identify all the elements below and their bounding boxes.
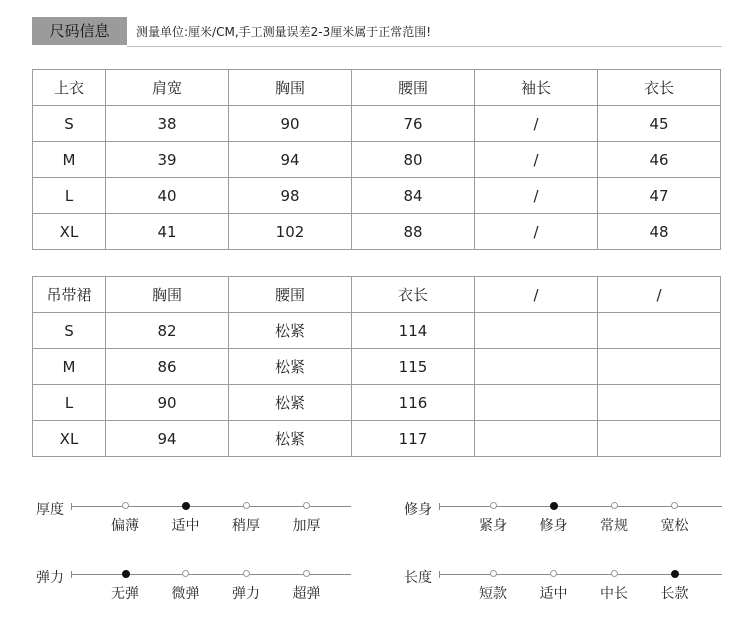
table-row [33, 178, 721, 214]
table-header-cell: 吊带裙 [33, 277, 106, 313]
table-header-cell: 衣长 [598, 70, 721, 106]
table-header-row [33, 70, 721, 106]
table-cell [598, 349, 721, 385]
table-cell: / [475, 214, 598, 250]
table-cell: 84 [352, 178, 475, 214]
table-cell: 86 [106, 349, 229, 385]
scale-dot [490, 570, 497, 577]
table-cell: 松紧 [229, 421, 352, 457]
table-header-row [33, 277, 721, 313]
table-row [33, 142, 721, 178]
size-info-header [32, 17, 722, 47]
table-cell: 116 [352, 385, 475, 421]
scale-option-label: 中长 [600, 586, 628, 602]
table-cell: 松紧 [229, 349, 352, 385]
size-info-title: 尺码信息 [32, 17, 127, 45]
scale-dot [490, 502, 497, 509]
scale-option-label: 适中 [171, 518, 200, 534]
scale-dot [611, 502, 618, 509]
size-label-cell: XL [33, 214, 106, 250]
scale-dot [243, 570, 250, 577]
table-cell: 40 [106, 178, 229, 214]
scale-option-label: 偏薄 [111, 518, 139, 534]
table-header-cell: 袖长 [475, 70, 598, 106]
scale-dot [303, 502, 310, 509]
scale-option-label: 弹力 [232, 586, 260, 602]
table-row [33, 385, 721, 421]
size-label-cell: L [33, 385, 106, 421]
table-cell [475, 385, 598, 421]
table-cell: 46 [598, 142, 721, 178]
table-row [33, 349, 721, 385]
scale-dot-selected [182, 502, 190, 510]
table-cell [598, 421, 721, 457]
top-size-table [32, 69, 721, 250]
elasticity-scale [36, 567, 351, 607]
table-cell [598, 313, 721, 349]
scale-option-label: 修身 [539, 518, 568, 534]
table-cell: / [475, 178, 598, 214]
table-cell: 39 [106, 142, 229, 178]
header-divider [127, 46, 722, 47]
table-cell: 82 [106, 313, 229, 349]
scale-option-label: 适中 [539, 586, 568, 602]
table-cell: 47 [598, 178, 721, 214]
scale-label: 修身 [404, 502, 432, 518]
size-label-cell: XL [33, 421, 106, 457]
table-row [33, 421, 721, 457]
scale-track [439, 574, 722, 575]
scale-option-label: 微弹 [171, 586, 200, 602]
scale-dot [243, 502, 250, 509]
table-row [33, 313, 721, 349]
table-cell: 94 [106, 421, 229, 457]
size-label-cell: M [33, 142, 106, 178]
scale-option-label: 加厚 [292, 518, 321, 534]
table-header-cell: 腰围 [352, 70, 475, 106]
scale-option-label: 超弹 [292, 586, 321, 602]
scale-label: 长度 [404, 570, 432, 586]
scale-dot-selected [550, 502, 558, 510]
scale-dot-selected [122, 570, 130, 578]
table-cell: 102 [229, 214, 352, 250]
table-cell [475, 349, 598, 385]
fit-scale [404, 499, 722, 539]
scale-label: 厚度 [36, 502, 64, 518]
table-cell: / [475, 142, 598, 178]
table-cell: 48 [598, 214, 721, 250]
scale-dot [303, 570, 310, 577]
scale-option-label: 无弹 [111, 586, 139, 602]
scale-option-label: 短款 [479, 586, 507, 602]
scale-option-label: 紧身 [479, 518, 507, 534]
table-cell: 80 [352, 142, 475, 178]
scale-dot [122, 502, 129, 509]
table-header-cell: / [598, 277, 721, 313]
size-label-cell: M [33, 349, 106, 385]
table-cell: 90 [106, 385, 229, 421]
size-label-cell: L [33, 178, 106, 214]
table-cell: 94 [229, 142, 352, 178]
table-row [33, 214, 721, 250]
table-cell: 76 [352, 106, 475, 142]
table-cell: 115 [352, 349, 475, 385]
table-row [33, 106, 721, 142]
thickness-scale [36, 499, 351, 539]
table-cell: 松紧 [229, 313, 352, 349]
scale-dot [550, 570, 557, 577]
table-cell: 38 [106, 106, 229, 142]
table-header-cell: / [475, 277, 598, 313]
table-header-cell: 上衣 [33, 70, 106, 106]
table-cell: 117 [352, 421, 475, 457]
scale-dot-selected [671, 570, 679, 578]
scale-option-label: 长款 [660, 586, 689, 602]
scale-option-label: 宽松 [660, 518, 689, 534]
table-header-cell: 胸围 [229, 70, 352, 106]
scale-dot [611, 570, 618, 577]
table-cell: 90 [229, 106, 352, 142]
table-header-cell: 肩宽 [106, 70, 229, 106]
length-scale [404, 567, 722, 607]
scale-label: 弹力 [36, 570, 64, 586]
table-cell [475, 421, 598, 457]
table-cell: 45 [598, 106, 721, 142]
table-cell [475, 313, 598, 349]
table-cell: 松紧 [229, 385, 352, 421]
table-cell: 98 [229, 178, 352, 214]
measurement-note: 测量单位:厘米/CM,手工测量误差2-3厘米属于正常范围! [136, 25, 432, 39]
scale-option-label: 稍厚 [232, 518, 260, 534]
table-header-cell: 衣长 [352, 277, 475, 313]
scale-track [439, 506, 722, 507]
scale-dot [182, 570, 189, 577]
size-label-cell: S [33, 313, 106, 349]
table-header-cell: 胸围 [106, 277, 229, 313]
table-cell: 88 [352, 214, 475, 250]
table-cell [598, 385, 721, 421]
scale-dot [671, 502, 678, 509]
table-cell: / [475, 106, 598, 142]
size-label-cell: S [33, 106, 106, 142]
table-cell: 114 [352, 313, 475, 349]
table-header-cell: 腰围 [229, 277, 352, 313]
scale-option-label: 常规 [600, 518, 628, 534]
table-cell: 41 [106, 214, 229, 250]
dress-size-table [32, 276, 721, 457]
